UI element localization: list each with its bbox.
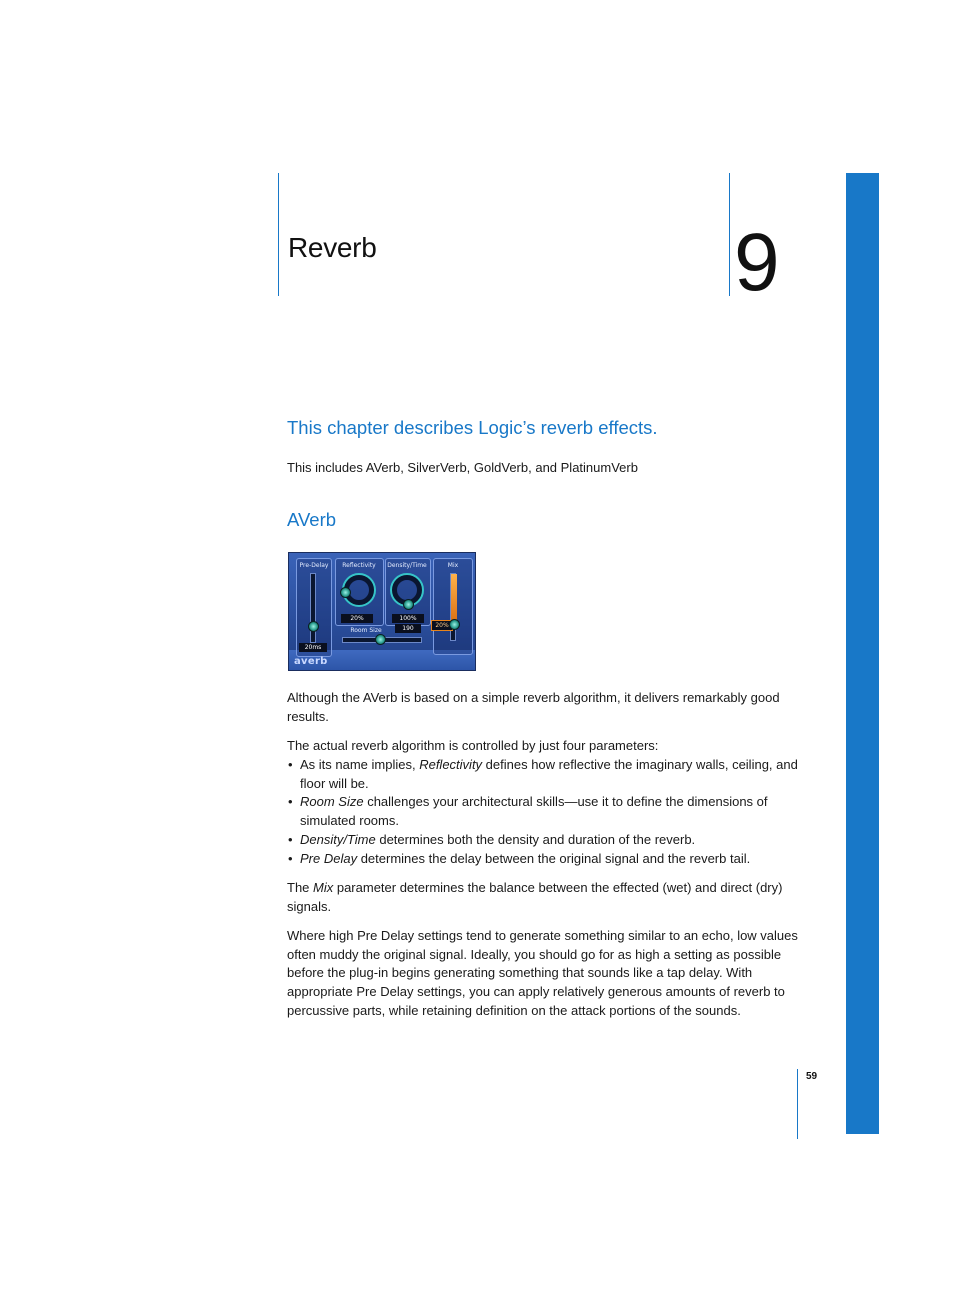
title-rule bbox=[278, 173, 279, 296]
density-display: 100% bbox=[392, 614, 424, 623]
density-knob-handle bbox=[403, 599, 414, 610]
roomsize-slider-handle bbox=[375, 634, 386, 645]
reflectivity-knob-handle bbox=[340, 587, 351, 598]
list-item: • Room Size challenges your architectural skills—use it to define the dimensions of simulated rooms. bbox=[287, 793, 802, 830]
page-number-rule bbox=[797, 1069, 798, 1139]
paragraph-4: Where high Pre Delay settings tend to generate something similar to an echo, low values often muddy the original signal. Ideally, you should go for as high a setting as possible before the plug-in begins generating something that sounds like a tap delay. With appropriate Pre Delay settings, you can apply relatively generous amounts of reverb to percussive parts, while retaining definition on the attack portions of the sounds. bbox=[287, 928, 798, 1018]
list-item: • Density/Time determines both the density and duration of the reverb. bbox=[287, 831, 802, 850]
intro-text: This includes AVerb, SilverVerb, GoldVerb, and PlatinumVerb bbox=[287, 460, 638, 475]
chapter-number-rule bbox=[729, 173, 730, 296]
mix-slider-handle bbox=[449, 619, 460, 630]
mix-display: 20% bbox=[431, 620, 453, 631]
intro-heading: This chapter describes Logic’s reverb effects. bbox=[287, 417, 658, 438]
chapter-title: Reverb bbox=[288, 232, 377, 263]
plugin-brand-logo: averb bbox=[294, 656, 328, 667]
predelay-slider-handle bbox=[308, 621, 319, 632]
reflectivity-display: 20% bbox=[341, 614, 373, 623]
mix-label: Mix bbox=[447, 562, 459, 569]
chapter-side-tab bbox=[846, 173, 879, 1134]
predelay-display: 20ms bbox=[299, 643, 327, 652]
predelay-label: Pre-Delay bbox=[299, 562, 329, 569]
paragraph-1: Although the AVerb is based on a simple reverb algorithm, it delivers remarkably good results. bbox=[287, 690, 780, 724]
roomsize-display: 190 bbox=[395, 624, 421, 633]
paragraph-2: The actual reverb algorithm is controlled by just four parameters: bbox=[287, 738, 659, 753]
list-item: • Pre Delay determines the delay between the original signal and the reverb tail. bbox=[287, 850, 802, 869]
chapter-number: 9 bbox=[734, 217, 780, 308]
reflectivity-label: Reflectivity bbox=[342, 562, 376, 569]
page-number: 59 bbox=[806, 1071, 818, 1082]
section-heading: AVerb bbox=[287, 509, 337, 530]
list-item: • As its name implies, Reflectivity defines how reflective the imaginary walls, ceiling, and floor will be. bbox=[287, 756, 802, 793]
density-label: Density/Time bbox=[387, 562, 427, 569]
parameter-list bbox=[287, 756, 802, 868]
averb-plugin-screenshot bbox=[288, 552, 476, 671]
predelay-slider-track bbox=[310, 573, 316, 643]
paragraph-3: The Mix parameter determines the balance between the effected (wet) and direct (dry) signals. bbox=[287, 880, 783, 914]
roomsize-label: Room Size bbox=[350, 627, 382, 634]
